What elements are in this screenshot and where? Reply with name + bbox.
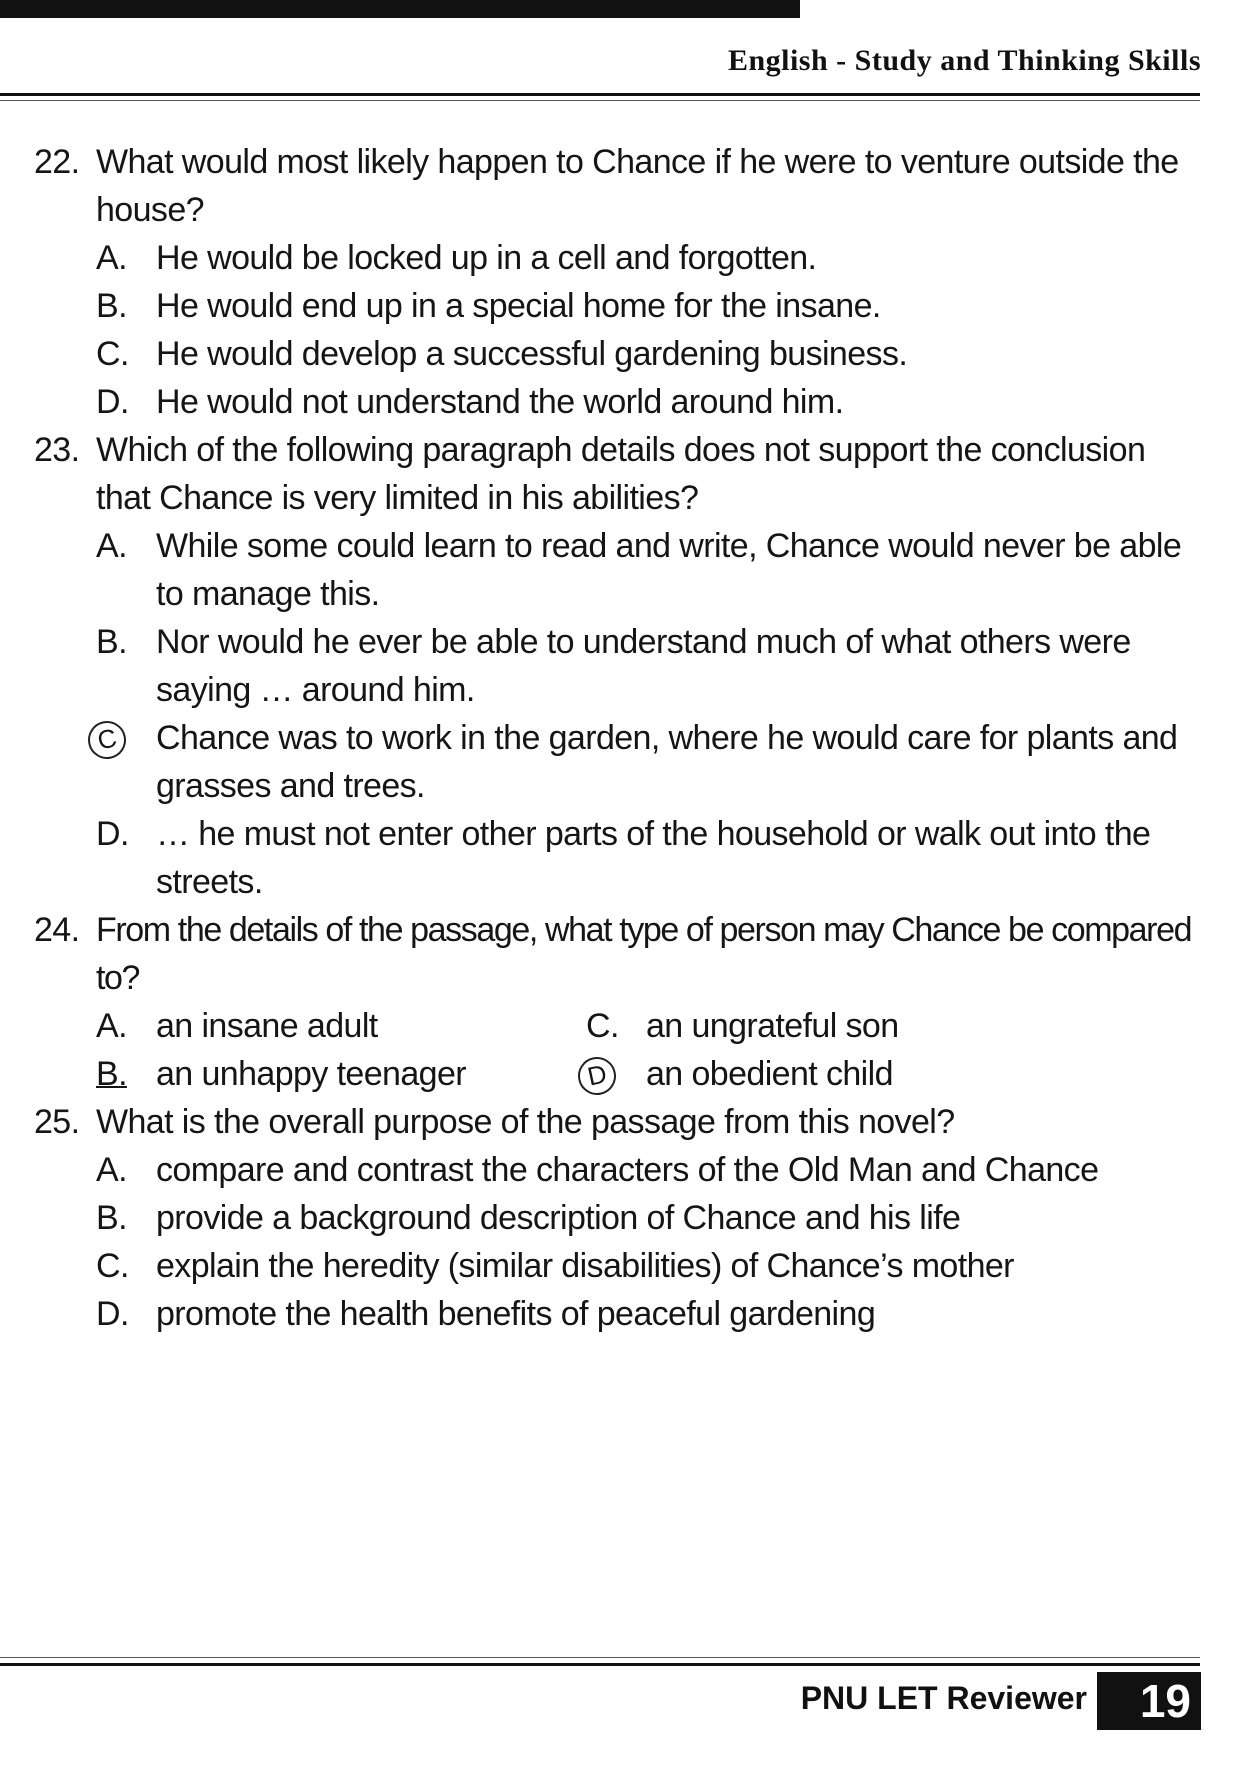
option-text: compare and contrast the characters of the Old Man and Chance (156, 1151, 1099, 1189)
question-22 (34, 138, 1204, 234)
question-text: What would most likely happen to Chance if he were to venture outside the house? (96, 143, 1179, 229)
option-24-a (96, 1002, 586, 1050)
option-22-d (96, 378, 1204, 426)
answer-circle-mark: D (574, 1053, 619, 1098)
option-label: A. (96, 239, 127, 277)
option-text: He would be locked up in a cell and forgotten. (156, 239, 817, 277)
option-label: B. (96, 623, 127, 661)
option-25-c (96, 1242, 1204, 1290)
option-22-c (96, 330, 1204, 378)
option-24-c (586, 1002, 1066, 1050)
header-rule (0, 93, 1200, 96)
option-text: explain the heredity (similar disabilities) of Chance’s mother (156, 1247, 1014, 1285)
page-number: 19 (1097, 1672, 1201, 1730)
top-decorative-bar (0, 0, 800, 18)
option-25-a (96, 1146, 1204, 1194)
option-text: He would not understand the world around him. (156, 383, 844, 421)
option-text: an insane adult (156, 1007, 378, 1045)
option-label: D. (96, 383, 129, 421)
question-23 (34, 426, 1204, 522)
question-24-options (96, 1002, 1204, 1098)
option-text: He would develop a successful gardening business. (156, 335, 908, 373)
option-text: He would end up in a special home for the insane. (156, 287, 881, 325)
question-number: 24. (34, 911, 80, 949)
option-23-a (96, 522, 1204, 618)
option-22-a (96, 234, 1204, 282)
option-text: an obedient child (646, 1055, 893, 1093)
question-24 (34, 906, 1204, 1002)
footer-rule (0, 1663, 1200, 1666)
option-23-c (96, 714, 1204, 810)
option-label: D. (96, 815, 129, 853)
option-label-circled (96, 714, 156, 810)
option-25-d (96, 1290, 1204, 1338)
question-23-options (96, 522, 1204, 906)
option-label: B. (96, 287, 127, 325)
header-rule-thin (0, 100, 1200, 101)
option-24-d (586, 1050, 1066, 1098)
footer-title: PNU LET Reviewer (800, 1680, 1087, 1716)
option-22-b (96, 282, 1204, 330)
section-header-title: English - Study and Thinking Skills (727, 44, 1201, 77)
option-text: promote the health benefits of peaceful gardening (156, 1295, 876, 1333)
option-label: C. (586, 1007, 619, 1045)
option-label: A. (96, 527, 127, 565)
option-23-b (96, 618, 1204, 714)
option-23-d (96, 810, 1204, 906)
option-24-b (96, 1050, 586, 1098)
option-label: B. (96, 1199, 127, 1237)
option-label: A. (96, 1151, 127, 1189)
question-number: 25. (34, 1103, 80, 1141)
question-number: 23. (34, 431, 80, 469)
option-text: provide a background description of Chance and his life (156, 1199, 961, 1237)
option-label: C. (96, 335, 129, 373)
question-25-options (96, 1146, 1204, 1338)
question-text: From the details of the passage, what type of person may Chance be compared to? (96, 911, 1192, 997)
option-label: D. (96, 1295, 129, 1333)
questions-content (34, 138, 1204, 1338)
option-text: … he must not enter other parts of the household or walk out into the streets. (156, 815, 1151, 901)
option-label: A. (96, 1007, 127, 1045)
option-label: C. (96, 1247, 129, 1285)
option-text: While some could learn to read and write, Chance would never be able to manage this. (156, 527, 1182, 613)
footer-rule-thin (0, 1657, 1200, 1658)
question-text: What is the overall purpose of the passage from this novel? (96, 1103, 955, 1141)
question-text: Which of the following paragraph details does not support the conclusion that Chance is very limited in his abilities? (96, 431, 1146, 517)
option-text: an unhappy teenager (156, 1055, 466, 1093)
option-25-b (96, 1194, 1204, 1242)
option-label-underlined: B. (96, 1055, 127, 1093)
question-25 (34, 1098, 1204, 1146)
option-text: Nor would he ever be able to understand much of what others were saying … around him. (156, 623, 1131, 709)
option-text: an ungrateful son (646, 1007, 899, 1045)
option-text: Chance was to work in the garden, where he would care for plants and grasses and trees. (156, 719, 1178, 805)
question-22-options (96, 234, 1204, 426)
question-number: 22. (34, 143, 80, 181)
option-label-circled (586, 1050, 646, 1098)
answer-circle-mark: C (84, 717, 129, 762)
